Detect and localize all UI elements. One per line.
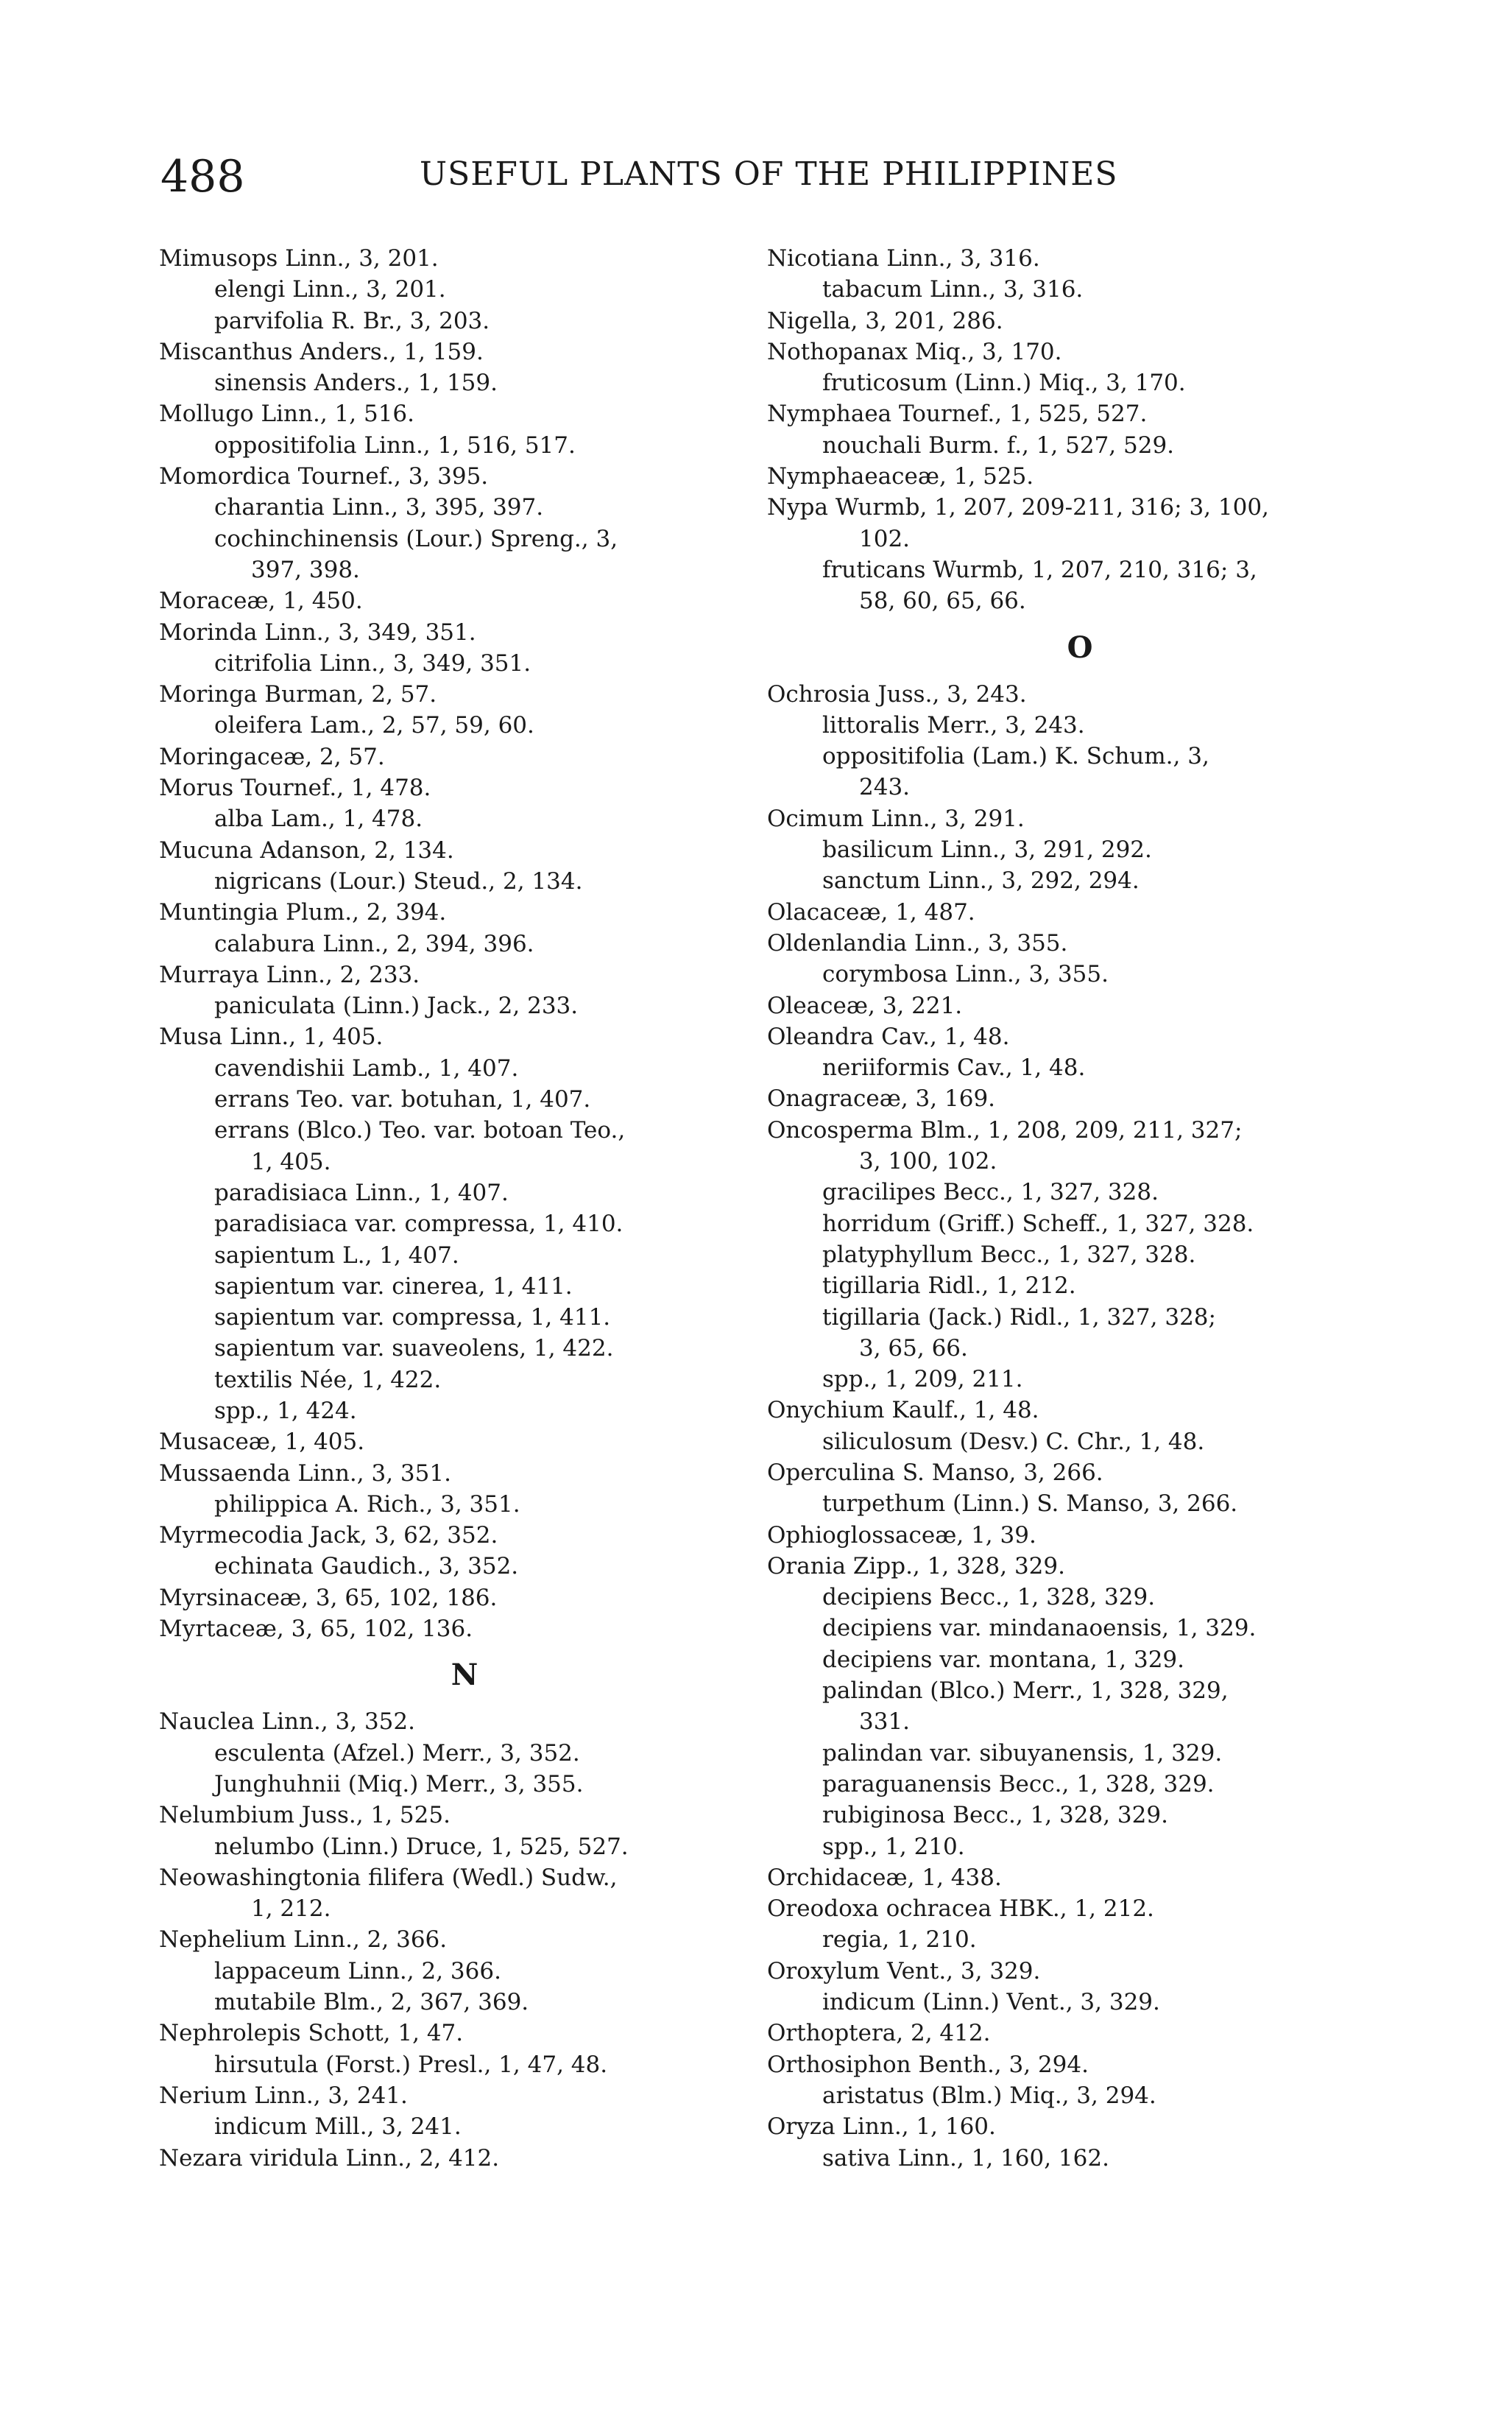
index-subentry: parvifolia R. Br., 3, 203. — [214, 307, 490, 334]
index-subentry: paradisiaca var. compressa, 1, 410. — [214, 1211, 623, 1238]
index-entry: Orania Zipp., 1, 328, 329. — [767, 1552, 1065, 1580]
index-subentry: palindan (Blco.) Merr., 1, 328, 329, — [822, 1677, 1229, 1705]
index-subentry: fruticosum (Linn.) Miq., 3, 170. — [822, 370, 1186, 397]
index-subentry: hirsutula (Forst.) Presl., 1, 47, 48. — [214, 2051, 608, 2078]
index-entry: Nauclea Linn., 3, 352. — [159, 1708, 415, 1736]
index-subentry: oppositifolia Linn., 1, 516, 517. — [214, 432, 576, 459]
index-subentry: spp., 1, 209, 211. — [822, 1366, 1023, 1393]
index-entry: Myrsinaceæ, 3, 65, 102, 186. — [159, 1584, 498, 1611]
index-entry: Neowashingtonia filifera (Wedl.) Sudw., — [159, 1864, 618, 1891]
index-continuation: 3, 65, 66. — [859, 1334, 968, 1362]
index-entry: Nymphaeaceæ, 1, 525. — [767, 463, 1034, 490]
index-entry: Oleandra Cav., 1, 48. — [767, 1023, 1010, 1050]
index-subentry: sapientum var. compressa, 1, 411. — [214, 1304, 611, 1331]
index-entry: Oncosperma Blm., 1, 208, 209, 211, 327; — [767, 1116, 1243, 1144]
index-entry: Mollugo Linn., 1, 516. — [159, 401, 415, 428]
index-entry: Onagraceæ, 3, 169. — [767, 1085, 996, 1113]
index-entry: Olacaceæ, 1, 487. — [767, 898, 975, 926]
index-entry: Nephelium Linn., 2, 366. — [159, 1926, 448, 1954]
index-subentry: nouchali Burm. f., 1, 527, 529. — [822, 432, 1175, 459]
index-subentry: paradisiaca Linn., 1, 407. — [214, 1179, 509, 1206]
index-subentry: nigricans (Lour.) Steud., 2, 134. — [214, 867, 583, 895]
index-subentry: rubiginosa Becc., 1, 328, 329. — [822, 1802, 1168, 1829]
index-subentry: paniculata (Linn.) Jack., 2, 233. — [214, 993, 579, 1020]
index-subentry: spp., 1, 424. — [214, 1397, 357, 1424]
index-subentry: oppositifolia (Lam.) K. Schum., 3, — [822, 743, 1209, 770]
index-subentry: cavendishii Lamb., 1, 407. — [214, 1054, 519, 1082]
index-subentry: textilis Née, 1, 422. — [214, 1366, 442, 1393]
section-letter: N — [451, 1658, 478, 1693]
index-entry: Nezara viridula Linn., 2, 412. — [159, 2144, 500, 2172]
index-subentry: indicum Mill., 3, 241. — [214, 2113, 462, 2141]
index-subentry: esculenta (Afzel.) Merr., 3, 352. — [214, 1739, 580, 1767]
index-subentry: neriiformis Cav., 1, 48. — [822, 1054, 1086, 1082]
index-entry: Oldenlandia Linn., 3, 355. — [767, 929, 1068, 957]
page-number: 488 — [160, 151, 245, 202]
index-entry: Moringa Burman, 2, 57. — [159, 681, 437, 708]
index-entry: Oleaceæ, 3, 221. — [767, 992, 963, 1019]
index-entry: Orthosiphon Benth., 3, 294. — [767, 2051, 1089, 2078]
index-subentry: fruticans Wurmb, 1, 207, 210, 316; 3, — [822, 556, 1257, 583]
index-subentry: lappaceum Linn., 2, 366. — [214, 1957, 501, 1984]
index-continuation: 3, 100, 102. — [859, 1148, 997, 1175]
index-subentry: decipiens Becc., 1, 328, 329. — [822, 1584, 1156, 1611]
index-entry: Operculina S. Manso, 3, 266. — [767, 1459, 1103, 1486]
index-entry: Momordica Tournef., 3, 395. — [159, 463, 489, 490]
index-subentry: tigillaria (Jack.) Ridl., 1, 327, 328; — [822, 1303, 1216, 1331]
index-entry: Nelumbium Juss., 1, 525. — [159, 1802, 451, 1829]
index-continuation: 243. — [859, 774, 911, 801]
index-entry: Oreodoxa ochracea HBK., 1, 212. — [767, 1895, 1154, 1923]
left-column — [159, 243, 770, 2174]
index-entry: Nothopanax Miq., 3, 170. — [767, 338, 1062, 365]
index-continuation: 1, 212. — [251, 1895, 331, 1923]
index-subentry: errans Teo. var. botuhan, 1, 407. — [214, 1086, 591, 1113]
index-subentry: philippica A. Rich., 3, 351. — [214, 1490, 520, 1518]
index-subentry: basilicum Linn., 3, 291, 292. — [822, 837, 1152, 864]
index-entry: Muntingia Plum., 2, 394. — [159, 899, 447, 926]
running-title: USEFUL PLANTS OF THE PHILIPPINES — [420, 155, 1118, 193]
index-subentry: spp., 1, 210. — [822, 1833, 965, 1860]
index-entry: Oroxylum Vent., 3, 329. — [767, 1957, 1041, 1984]
index-entry: Morinda Linn., 3, 349, 351. — [159, 619, 476, 646]
index-subentry: alba Lam., 1, 478. — [214, 806, 423, 833]
index-entry: Onychium Kaulf., 1, 48. — [767, 1397, 1039, 1424]
index-subentry: aristatus (Blm.) Miq., 3, 294. — [822, 2082, 1156, 2109]
index-subentry: sinensis Anders., 1, 159. — [214, 370, 498, 397]
index-entry: Ocimum Linn., 3, 291. — [767, 805, 1025, 832]
index-entry: Myrtaceæ, 3, 65, 102, 136. — [159, 1616, 473, 1643]
index-subentry: paraguanensis Becc., 1, 328, 329. — [822, 1770, 1215, 1797]
index-subentry: echinata Gaudich., 3, 352. — [214, 1553, 519, 1580]
index-subentry: regia, 1, 210. — [822, 1926, 977, 1954]
page-header — [0, 151, 1512, 217]
index-subentry: nelumbo (Linn.) Druce, 1, 525, 527. — [214, 1833, 629, 1860]
index-entry: Murraya Linn., 2, 233. — [159, 961, 420, 988]
index-subentry: sapientum var. cinerea, 1, 411. — [214, 1272, 573, 1300]
index-entry: Ophioglossaceæ, 1, 39. — [767, 1521, 1036, 1549]
index-subentry: platyphyllum Becc., 1, 327, 328. — [822, 1241, 1196, 1268]
index-entry: Nicotiana Linn., 3, 316. — [767, 245, 1040, 272]
index-subentry: palindan var. sibuyanensis, 1, 329. — [822, 1739, 1223, 1767]
index-subentry: horridum (Griff.) Scheff., 1, 327, 328. — [822, 1210, 1254, 1237]
index-subentry: calabura Linn., 2, 394, 396. — [214, 930, 534, 957]
index-entry: Nerium Linn., 3, 241. — [159, 2082, 408, 2109]
index-continuation: 102. — [859, 525, 911, 552]
index-subentry: decipiens var. montana, 1, 329. — [822, 1646, 1184, 1673]
index-subentry: indicum (Linn.) Vent., 3, 329. — [822, 1989, 1160, 2016]
index-subentry: sativa Linn., 1, 160, 162. — [822, 2144, 1109, 2172]
index-entry: Oryza Linn., 1, 160. — [767, 2113, 996, 2141]
index-continuation: 331. — [859, 1708, 911, 1736]
index-continuation: 397, 398. — [251, 556, 360, 583]
index-continuation: 58, 60, 65, 66. — [859, 588, 1026, 615]
index-entry: Mucuna Adanson, 2, 134. — [159, 837, 454, 864]
index-continuation: 1, 405. — [251, 1148, 331, 1175]
index-entry: Nephrolepis Schott, 1, 47. — [159, 2020, 464, 2047]
index-subentry: charantia Linn., 3, 395, 397. — [214, 494, 544, 521]
index-subentry: sanctum Linn., 3, 292, 294. — [822, 867, 1140, 895]
index-entry: Ochrosia Juss., 3, 243. — [767, 680, 1027, 708]
index-subentry: decipiens var. mindanaoensis, 1, 329. — [822, 1615, 1257, 1642]
right-column — [767, 243, 1393, 2174]
index-entry: Musa Linn., 1, 405. — [159, 1024, 384, 1051]
index-subentry: corymbosa Linn., 3, 355. — [822, 961, 1109, 988]
index-subentry: mutabile Blm., 2, 367, 369. — [214, 1989, 529, 2016]
index-entry: Moringaceæ, 2, 57. — [159, 743, 385, 770]
index-entry: Miscanthus Anders., 1, 159. — [159, 338, 484, 365]
index-subentry: tigillaria Ridl., 1, 212. — [822, 1272, 1076, 1300]
index-subentry: turpethum (Linn.) S. Manso, 3, 266. — [822, 1490, 1238, 1518]
index-subentry: littoralis Merr., 3, 243. — [822, 711, 1085, 739]
index-subentry: sapientum var. suaveolens, 1, 422. — [214, 1335, 614, 1362]
index-subentry: cochinchinensis (Lour.) Spreng., 3, — [214, 525, 618, 552]
section-letter: O — [1067, 630, 1093, 665]
index-entry: Mimusops Linn., 3, 201. — [159, 245, 439, 272]
index-entry: Musaceæ, 1, 405. — [159, 1429, 365, 1456]
index-subentry: siliculosum (Desv.) C. Chr., 1, 48. — [822, 1428, 1205, 1455]
index-subentry: oleifera Lam., 2, 57, 59, 60. — [214, 712, 534, 739]
index-entry: Morus Tournef., 1, 478. — [159, 775, 431, 802]
index-subentry: Junghuhnii (Miq.) Merr., 3, 355. — [214, 1770, 584, 1797]
index-entry: Myrmecodia Jack, 3, 62, 352. — [159, 1522, 498, 1549]
index-entry: Nymphaea Tournef., 1, 525, 527. — [767, 401, 1148, 428]
index-entry: Orthoptera, 2, 412. — [767, 2020, 991, 2047]
index-entry: Mussaenda Linn., 3, 351. — [159, 1459, 451, 1487]
index-subentry: errans (Blco.) Teo. var. botoan Teo., — [214, 1117, 626, 1144]
index-subentry: citrifolia Linn., 3, 349, 351. — [214, 649, 531, 677]
index-subentry: sapientum L., 1, 407. — [214, 1242, 459, 1269]
index-entry: Orchidaceæ, 1, 438. — [767, 1864, 1002, 1891]
index-entry: Moraceæ, 1, 450. — [159, 588, 363, 615]
index-subentry: elengi Linn., 3, 201. — [214, 276, 446, 303]
index-entry: Nigella, 3, 201, 286. — [767, 307, 1003, 334]
index-entry: Nypa Wurmb, 1, 207, 209-211, 316; 3, 100, — [767, 494, 1269, 521]
index-subentry: tabacum Linn., 3, 316. — [822, 276, 1084, 303]
index-subentry: gracilipes Becc., 1, 327, 328. — [822, 1179, 1159, 1206]
